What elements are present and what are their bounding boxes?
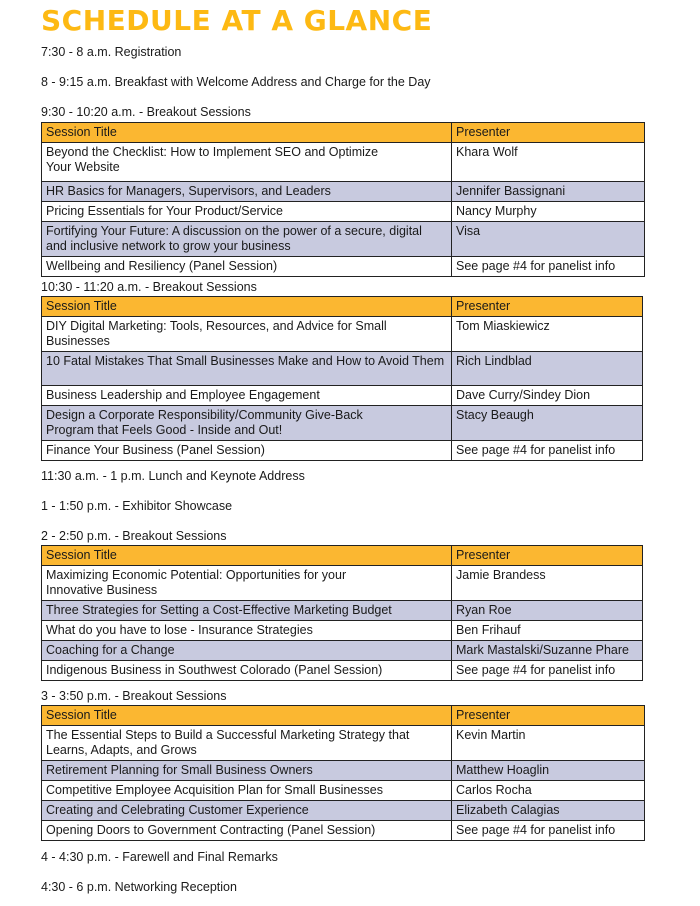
table-row [42,441,643,461]
presenter-cell: See page #4 for panelist info [452,661,643,681]
session-title-cell: Indigenous Business in Southwest Colorado (Panel Session) [42,661,452,681]
block1-heading: 9:30 - 10:20 a.m. - Breakout Sessions [41,105,251,119]
networking-time: 4:30 - 6 p.m. Networking Reception [41,880,237,894]
table-row [42,352,643,386]
session-title-cell: Pricing Essentials for Your Product/Service [42,202,452,222]
exhibitor-time: 1 - 1:50 p.m. - Exhibitor Showcase [41,499,233,513]
presenter-header: Presenter [452,123,645,143]
session-title-cell: Maximizing Economic Potential: Opportunities for your Innovative Business [42,566,452,601]
presenter-header: Presenter [452,706,645,726]
table-row [42,761,645,781]
table-row [42,386,643,406]
table-row [42,317,643,352]
session-title-cell: Design a Corporate Responsibility/Community Give-Back Program that Feels Good - Inside and Out! [42,406,452,441]
session-title-cell: Fortifying Your Future: A discussion on the power of a secure, digital and inclusive network to grow your business [42,222,452,257]
session-title-cell: Three Strategies for Setting a Cost-Effective Marketing Budget [42,601,452,621]
session-title-cell: DIY Digital Marketing: Tools, Resources, and Advice for Small Businesses [42,317,452,352]
presenter-cell: Jamie Brandess [452,566,643,601]
table-header-row [42,297,643,317]
farewell-time: 4 - 4:30 p.m. - Farewell and Final Remarks [41,850,278,864]
block2-heading: 10:30 - 11:20 a.m. - Breakout Sessions [41,280,257,294]
lunch-time: 11:30 a.m. - 1 p.m. Lunch and Keynote Address [41,469,305,483]
presenter-cell: Ryan Roe [452,601,643,621]
table-row [42,821,645,841]
session-title-cell: Wellbeing and Resiliency (Panel Session) [42,257,452,277]
sessions-table-2 [41,296,643,461]
session-title-cell: Retirement Planning for Small Business Owners [42,761,452,781]
page-title: SCHEDULE AT A GLANCE [41,4,433,37]
registration-time: 7:30 - 8 a.m. Registration [41,45,182,59]
presenter-cell: Rich Lindblad [452,352,643,386]
presenter-header: Presenter [452,546,643,566]
table-row [42,661,643,681]
session-title-cell: Opening Doors to Government Contracting (Panel Session) [42,821,452,841]
session-title-cell: The Essential Steps to Build a Successful Marketing Strategy that Learns, Adapts, and Grows [42,726,452,761]
presenter-cell: Kevin Martin [452,726,645,761]
presenter-cell: Matthew Hoaglin [452,761,645,781]
session-title-cell: Coaching for a Change [42,641,452,661]
table-row [42,182,645,202]
presenter-cell: See page #4 for panelist info [452,441,643,461]
block4-heading: 3 - 3:50 p.m. - Breakout Sessions [41,689,227,703]
presenter-cell: Mark Mastalski/Suzanne Phare [452,641,643,661]
session-title-cell: Creating and Celebrating Customer Experience [42,801,452,821]
session-title-header: Session Title [42,297,452,317]
presenter-cell: Tom Miaskiewicz [452,317,643,352]
session-title-cell: HR Basics for Managers, Supervisors, and Leaders [42,182,452,202]
presenter-cell: Jennifer Bassignani [452,182,645,202]
breakfast-time: 8 - 9:15 a.m. Breakfast with Welcome Address and Charge for the Day [41,75,431,89]
session-title-cell: Business Leadership and Employee Engagement [42,386,452,406]
table-row [42,143,645,182]
table-header-row [42,546,643,566]
table-row [42,621,643,641]
sessions-table-4 [41,705,645,841]
presenter-cell: See page #4 for panelist info [452,257,645,277]
table-row [42,566,643,601]
session-title-header: Session Title [42,706,452,726]
presenter-cell: Carlos Rocha [452,781,645,801]
table-row [42,781,645,801]
sessions-table-1 [41,122,645,277]
sessions-table-3 [41,545,643,681]
session-title-cell: 10 Fatal Mistakes That Small Businesses Make and How to Avoid Them [42,352,452,386]
session-title-header: Session Title [42,123,452,143]
session-title-header: Session Title [42,546,452,566]
presenter-cell: Visa [452,222,645,257]
presenter-cell: See page #4 for panelist info [452,821,645,841]
session-title-cell: What do you have to lose - Insurance Strategies [42,621,452,641]
table-row [42,257,645,277]
session-title-cell: Finance Your Business (Panel Session) [42,441,452,461]
presenter-cell: Nancy Murphy [452,202,645,222]
table-header-row [42,123,645,143]
presenter-cell: Dave Curry/Sindey Dion [452,386,643,406]
table-row [42,406,643,441]
presenter-header: Presenter [452,297,643,317]
presenter-cell: Stacy Beaugh [452,406,643,441]
session-title-cell: Competitive Employee Acquisition Plan for Small Businesses [42,781,452,801]
table-row [42,801,645,821]
presenter-cell: Khara Wolf [452,143,645,182]
block3-heading: 2 - 2:50 p.m. - Breakout Sessions [41,529,227,543]
presenter-cell: Elizabeth Calagias [452,801,645,821]
table-row [42,601,643,621]
presenter-cell: Ben Frihauf [452,621,643,641]
table-row [42,202,645,222]
table-row [42,641,643,661]
table-row [42,222,645,257]
table-row [42,726,645,761]
table-header-row [42,706,645,726]
session-title-cell: Beyond the Checklist: How to Implement SEO and Optimize Your Website [42,143,452,182]
